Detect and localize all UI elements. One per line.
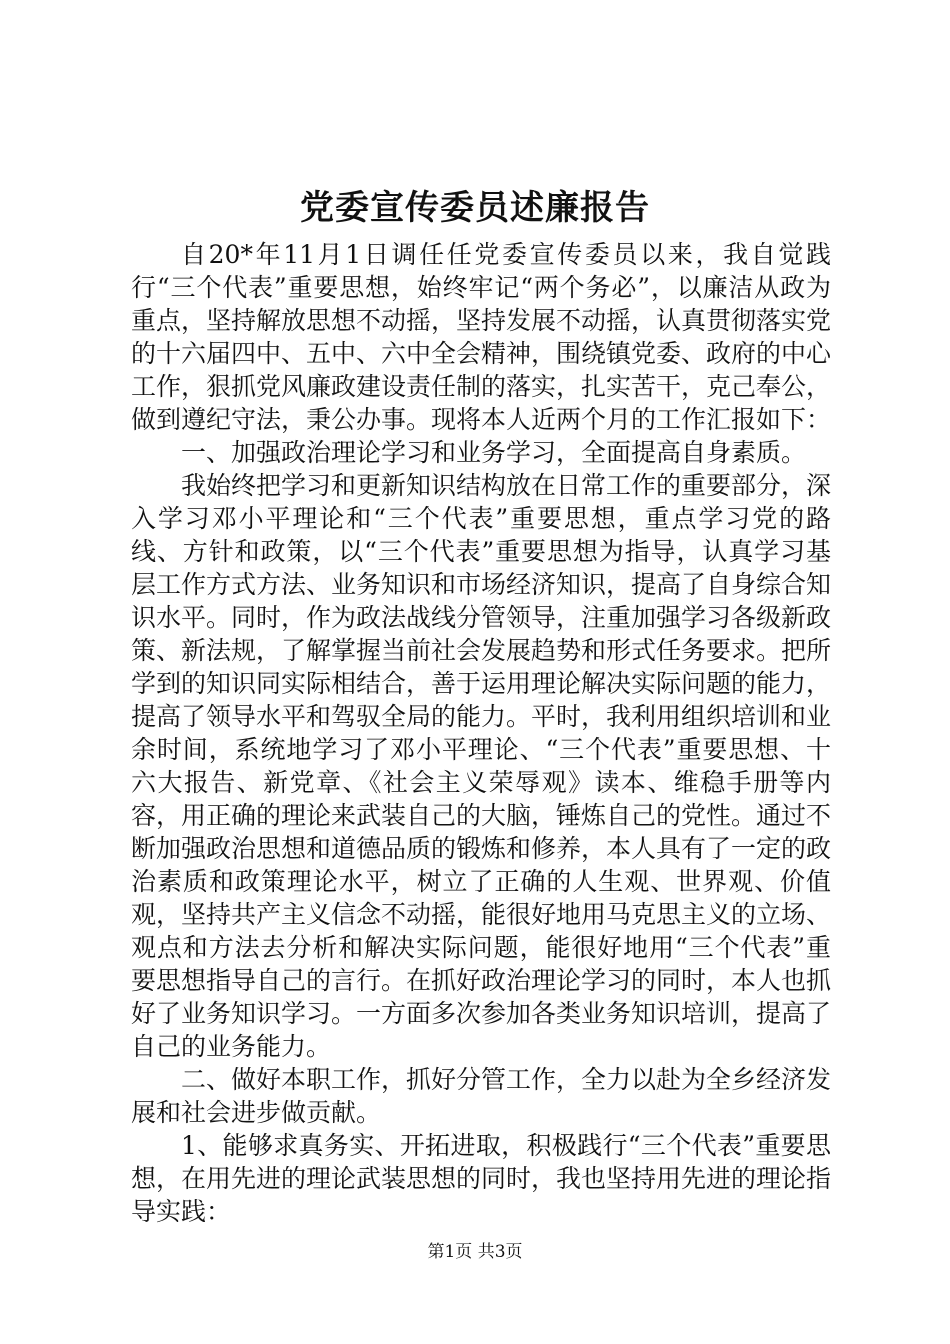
paragraph-intro: 自20*年11月1日调任任党委宣传委员以来，我自觉践行“三个代表”重要思想，始终牢记“两个务必”，以廉洁从政为重点，坚持解放思想不动摇，坚持发展不动摇，认真贯彻落实党的十六届四中、五中、六中全会精神，围绕镇党委、政府的中心工作，狠抓党风廉政建设责任制的落实，扎实苦干，克己奉公，做到遵纪守法，秉公办事。现将本人近两个月的工作汇报如下：	[131, 240, 832, 434]
document-body	[131, 238, 831, 1228]
paragraph-point-1: 1、能够求真务实、开拓进取，积极践行“三个代表”重要思想，在用先进的理论武装思想的同时，我也坚持用先进的理论指导实践：	[131, 1131, 832, 1226]
page-footer: 第1页 共3页	[427, 1242, 523, 1262]
section-heading-1: 一、加强政治理论学习和业务学习，全面提高自身素质。	[181, 438, 807, 467]
paragraph-study: 我始终把学习和更新知识结构放在日常工作的重要部分，深入学习邓小平理论和“三个代表”重要思想，重点学习党的路线、方针和政策，以“三个代表”重要思想为指导，认真学习基层工作方式方法、业务知识和市场经济知识，提高了自身综合知识水平。同时，作为政法战线分管领导，注重加强学习各级新政策、新法规，了解掌握当前社会发展趋势和形式任务要求。把所学到的知识同实际相结合，善于运用理论解决实际问题的能力，提高了领导水平和驾驭全局的能力。平时，我利用组织培训和业余时间，系统地学习了邓小平理论、“三个代表”重要思想、十六大报告、新党章、《社会主义荣辱观》读本、维稳手册等内容，用正确的理论来武装自己的大脑，锤炼自己的党性。通过不断加强政治思想和道德品质的锻炼和修养，本人具有了一定的政治素质和政策理论水平，树立了正确的人生观、世界观、价值观，坚持共产主义信念不动摇，能很好地用马克思主义的立场、观点和方法去分析和解决实际问题，能很好地用“三个代表”重要思想指导自己的言行。在抓好政治理论学习的同时，本人也抓好了业务知识学习。一方面多次参加各类业务知识培训，提高了自己的业务能力。	[131, 471, 832, 1061]
document-title: 党委宣传委员述廉报告	[300, 188, 650, 228]
section-heading-2: 二、做好本职工作，抓好分管工作，全力以赴为全乡经济发展和社会进步做贡献。	[131, 1065, 832, 1127]
